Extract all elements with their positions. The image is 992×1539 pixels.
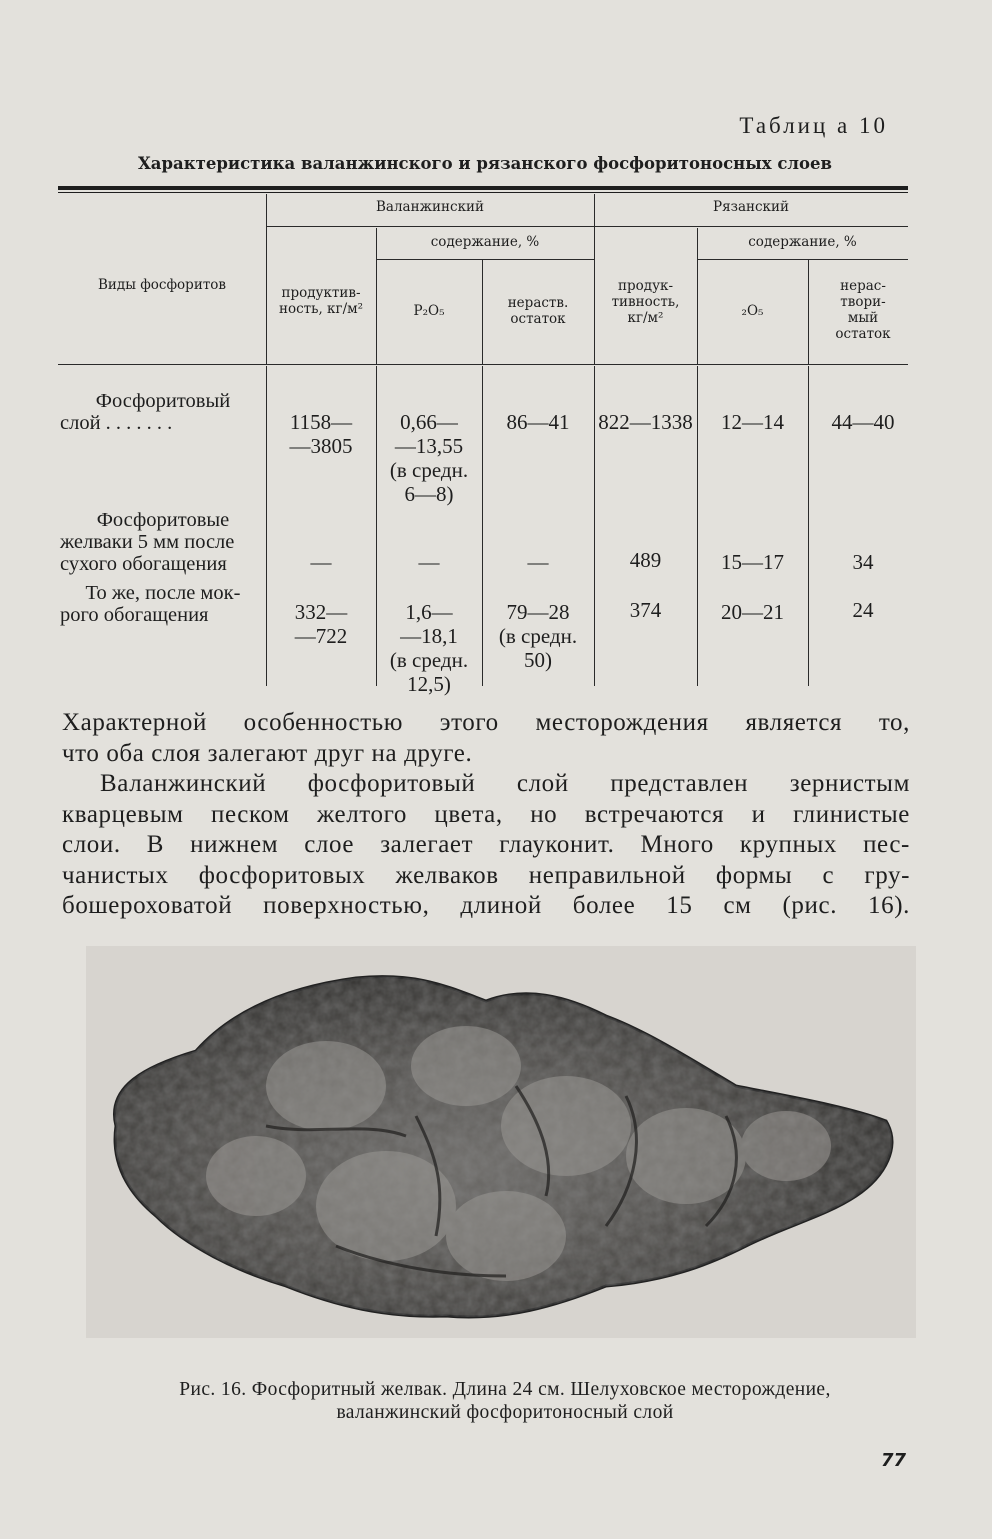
cell-prod-v: — [310,550,332,574]
row-label-nodules-wet: То же, после мок- рого обогащения [60,582,241,626]
header-productivity-r: продук- тивность, кг/м² [611,278,680,326]
paragraph-2: Валанжинский фосфоритовый слой представлен зернистым кварцевым песком желтого цвета, но встречаются и глинистые слои. В нижнем слое залегает глауконит. Много крупных пес- чанистых фосфоритовых желваков неправильной формы с гру- бошероховатой поверхностью, длиной более 15 см (рис. 16). [62,770,910,919]
cell-prod-r: 374 [629,598,662,622]
header-insoluble-v: нераств. остаток [507,295,569,327]
cell-p2o5-v: — [418,550,440,574]
grid-line [697,259,908,260]
header-p2o5-v: P₂O₅ [413,303,445,319]
cell-insol-r: 34 [852,550,874,574]
cell-insol-r: 44—40 [831,410,895,434]
grid-line [376,259,594,260]
row-label-layer: Фосфоритовый слой . . . . . . . [60,390,231,434]
header-types: Виды фосфоритов [97,277,227,293]
header-content-v: содержание, % [430,234,540,250]
cell-insol-v: 86—41 [506,410,570,434]
cell-insol-v: 79—28 (в средн. 50) [498,600,578,672]
cell-insol-r: 24 [852,598,874,622]
cell-p2o5-r: 15—17 [721,550,784,574]
table-number: Таблиц а 10 [739,113,888,138]
cell-prod-v: 1158— —3805 [289,410,353,458]
table-title: Характеристика валанжинского и рязанского фосфоритоносных слоев [138,154,832,173]
row-label-nodules-dry: Фосфоритовые желваки 5 мм после сухого обогащения [60,509,235,575]
grid-line [266,226,908,227]
cell-p2o5-v: 1,6— —18,1 (в средн. 12,5) [389,600,469,696]
figure-caption: Рис. 16. Фосфоритный желвак. Длина 24 см. Шелуховское месторождение, валанжинский фосфоритоносный слой [179,1379,831,1423]
table-top-rule-thin [58,192,908,193]
grid-line [266,194,267,364]
header-p2o5-r: ₂O₅ [741,303,764,319]
cell-p2o5-v: 0,66— —13,55 (в средн. 6—8) [389,410,469,506]
header-productivity-v: продуктив- ность, кг/м² [278,285,364,317]
header-insoluble-r: нерас- твори- мый остаток [835,278,891,342]
paragraph-1: Характерной особенностью этого месторождения является то, что оба слоя залегают друг на друге. [62,709,910,767]
cell-prod-v: 332— —722 [294,600,348,648]
cell-prod-r: 489 [629,548,662,572]
phosphorite-nodule-photo [86,946,916,1338]
header-content-r: содержание, % [748,234,857,250]
page-number: 77 [880,1450,906,1471]
table-top-rule [58,186,908,190]
cell-prod-r: 822—1338 [598,410,693,434]
header-valanzhin: Валанжинский [376,199,484,215]
cell-p2o5-r: 12—14 [721,410,784,434]
cell-insol-v: — [527,550,549,574]
cell-p2o5-r: 20—21 [721,600,784,624]
header-ryazan: Рязанский [712,199,789,215]
header-bottom-rule [58,364,908,365]
